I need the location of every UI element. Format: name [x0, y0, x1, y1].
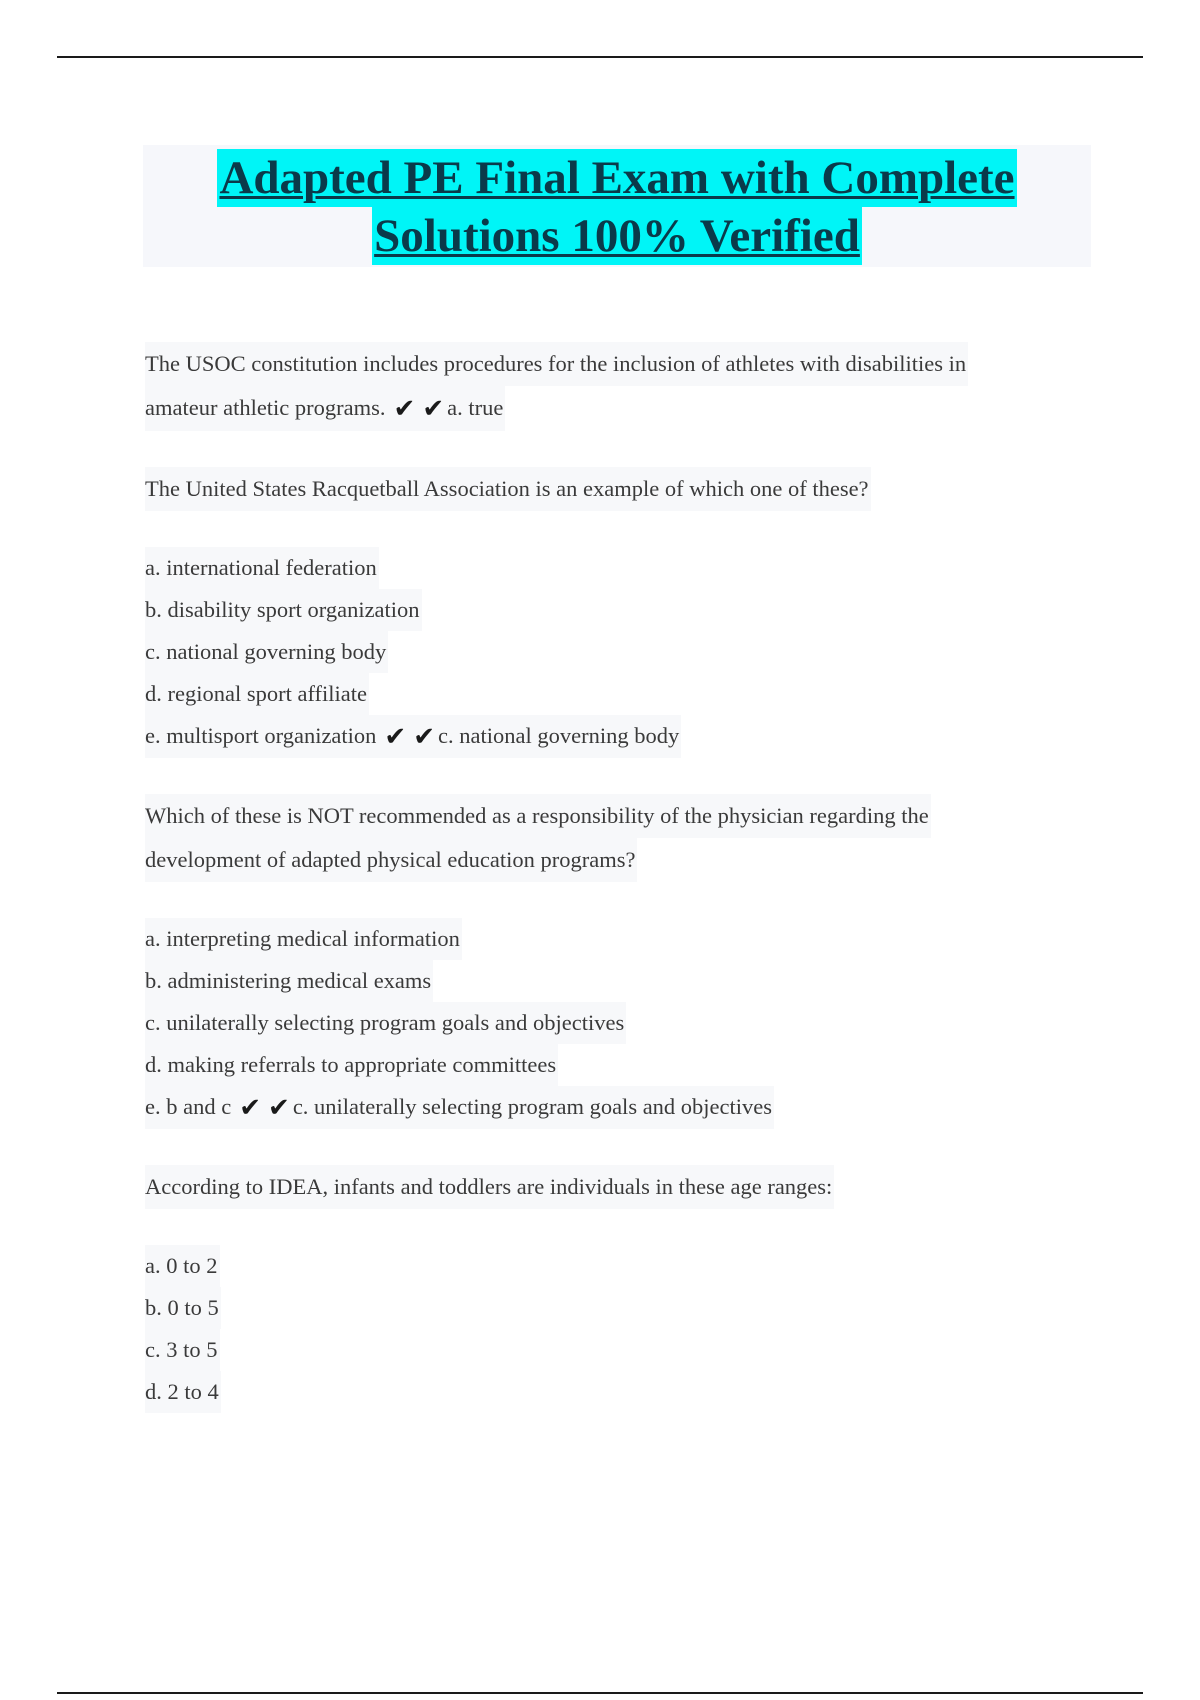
option-item: c. 3 to 5	[145, 1329, 220, 1371]
option-item: e. b and c	[145, 1094, 232, 1119]
question-2	[145, 467, 1075, 511]
check-mark-icon: ✔	[384, 722, 407, 752]
top-rule	[57, 56, 1143, 58]
question-4	[145, 1165, 1075, 1209]
question-3	[145, 794, 1075, 882]
option-item: d. making referrals to appropriate committees	[145, 1044, 558, 1086]
option-item: a. 0 to 2	[145, 1245, 220, 1287]
question-text: amateur athletic programs.	[145, 395, 386, 420]
answer-text: c. unilaterally selecting program goals and objectives	[292, 1094, 773, 1119]
option-item: c. unilaterally selecting program goals and objectives	[145, 1002, 626, 1044]
option-answer-line	[145, 715, 681, 758]
option-item: c. national governing body	[145, 631, 388, 673]
option-item: d. 2 to 4	[145, 1371, 221, 1413]
check-mark-icon: ✔	[422, 394, 445, 424]
options-list	[145, 547, 1075, 758]
answer-text: c. national governing body	[438, 723, 680, 748]
option-item: b. 0 to 5	[145, 1287, 221, 1329]
question-1	[145, 342, 1075, 431]
bottom-rule	[57, 1692, 1143, 1694]
option-item: b. administering medical exams	[145, 960, 433, 1002]
options-list	[145, 1245, 1075, 1413]
check-mark-icon: ✔	[239, 1093, 262, 1123]
option-item: a. international federation	[145, 547, 379, 589]
option-item: d. regional sport affiliate	[145, 673, 369, 715]
answer-text: a. true	[447, 395, 504, 420]
question-text: The USOC constitution includes procedures for the inclusion of athletes with disabilities in	[145, 342, 968, 386]
question-text: The United States Racquetball Association is an example of which one of these?	[145, 467, 871, 511]
check-mark-icon: ✔	[393, 394, 416, 424]
question-text: According to IDEA, infants and toddlers are individuals in these age ranges:	[145, 1165, 834, 1209]
option-item: b. disability sport organization	[145, 589, 422, 631]
option-item: a. interpreting medical information	[145, 918, 462, 960]
question-text: development of adapted physical education programs?	[145, 838, 637, 882]
title-line-1: Adapted PE Final Exam with Complete	[217, 149, 1016, 207]
question-text: Which of these is NOT recommended as a responsibility of the physician regarding the	[145, 794, 931, 838]
options-list	[145, 918, 1075, 1129]
option-item: e. multisport organization	[145, 723, 377, 748]
check-mark-icon: ✔	[268, 1093, 290, 1123]
title-band	[143, 145, 1091, 267]
option-answer-line	[145, 1086, 774, 1129]
document-body	[145, 342, 1075, 1413]
question-answer-line	[145, 386, 505, 431]
check-mark-icon: ✔	[413, 722, 436, 752]
title-line-2: Solutions 100% Verified	[372, 207, 862, 265]
